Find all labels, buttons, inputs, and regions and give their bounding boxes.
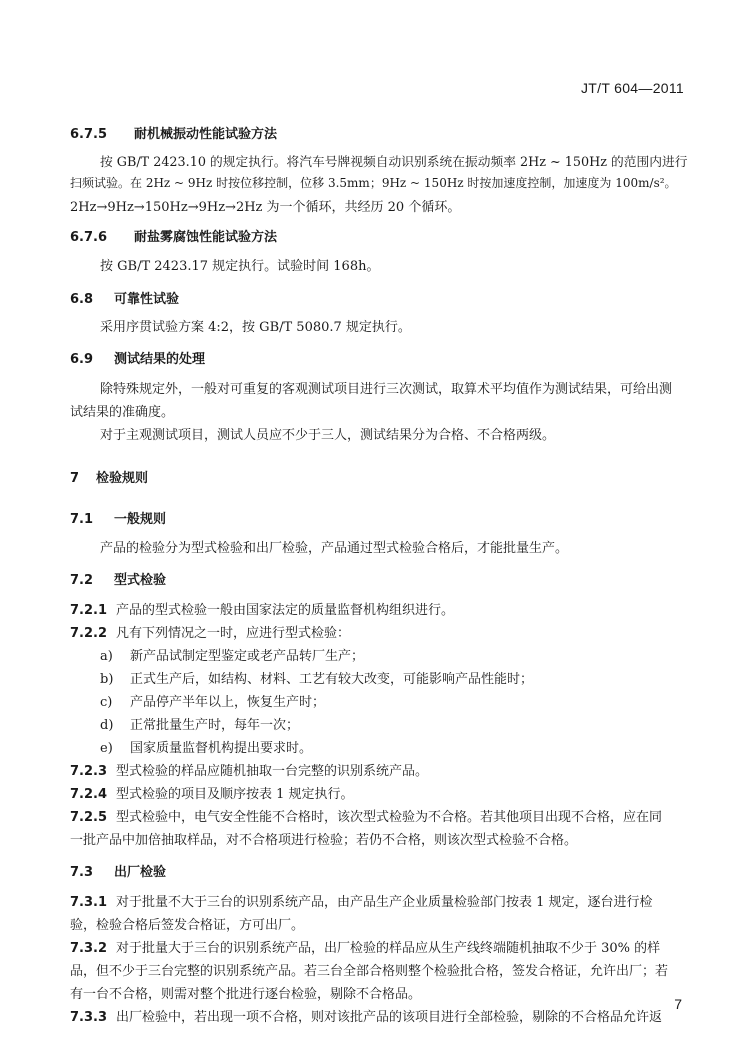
list-item-label: b) (100, 672, 114, 687)
section-title: 一般规则 (114, 512, 167, 527)
paragraph-line: 有一台不合格，则需对整个批进行逐台检验，剔除不合格品。 (70, 987, 422, 1002)
clause-number: 7.3.3 (70, 1010, 108, 1025)
clause-7-2-3 (70, 760, 428, 779)
list-item-text: 国家质量监督机构提出要求时。 (130, 741, 313, 756)
clause-text: 产品的型式检验一般由国家法定的质量监督机构组织进行。 (116, 603, 455, 618)
clause-number: 7.3.2 (70, 941, 108, 956)
section-number: 6.7.5 (70, 127, 108, 142)
clause-text: 型式检验的项目及顺序按表 1 规定执行。 (116, 787, 354, 802)
section-title: 测试结果的处理 (114, 352, 206, 367)
section-title: 检验规则 (96, 471, 149, 486)
paragraph-line: 2Hz→9Hz→150Hz→9Hz→2Hz 为一个循环，共经历 20 个循环。 (70, 200, 461, 215)
paragraph-line: 验，检验合格后签发合格证，方可出厂。 (70, 918, 305, 933)
paragraph-line: 除特殊规定外，一般对可重复的客观测试项目进行三次测试，取算术平均值作为测试结果，可给出测 (100, 382, 673, 397)
clause-7-2-5 (70, 806, 662, 825)
page-number: 7 (674, 996, 682, 1012)
clause-text: 型式检验的样品应随机抽取一台完整的识别系统产品。 (116, 764, 429, 779)
section-heading-7-3 (70, 861, 166, 880)
list-item (100, 691, 325, 710)
list-item-label: a) (100, 649, 113, 664)
paragraph-line: 对于主观测试项目，测试人员应不少于三人，测试结果分为合格、不合格两级。 (100, 428, 556, 443)
list-item-label: d) (100, 718, 114, 733)
section-title: 可靠性试验 (114, 292, 180, 307)
paragraph-line: 采用序贯试验方案 4:2，按 GB/T 5080.7 规定执行。 (100, 320, 411, 335)
section-title: 出厂检验 (114, 865, 167, 880)
section-number: 7.2 (70, 573, 94, 588)
section-heading-6-9 (70, 348, 205, 367)
list-item-text: 新产品试制定型鉴定或老产品转厂生产； (130, 649, 365, 664)
clause-7-3-3 (70, 1006, 662, 1025)
paragraph-line: 品，但不少于三台完整的识别系统产品。若三台全部合格则整个检验批合格，签发合格证，允许出厂；若 (70, 964, 669, 979)
clause-7-3-1 (70, 891, 653, 910)
paragraph-line: 扫频试验。在 2Hz ~ 9Hz 时按位移控制，位移 3.5mm；9Hz ~ 150Hz 时按加速度控制，加速度为 100m/s²。 (70, 176, 677, 190)
paragraph-line: 按 GB/T 2423.17 规定执行。试验时间 168h。 (100, 259, 380, 274)
clause-7-2-4 (70, 783, 354, 802)
clause-number: 7.2.4 (70, 787, 108, 802)
standard-code: JT/T 604—2011 (581, 80, 684, 96)
clause-7-3-2 (70, 937, 660, 956)
clause-number: 7.2.2 (70, 626, 108, 641)
section-number: 7.1 (70, 512, 94, 527)
section-heading-7-1 (70, 508, 166, 527)
section-heading-7-2 (70, 569, 166, 588)
list-item (100, 714, 299, 733)
section-number: 7.3 (70, 865, 94, 880)
section-heading-6-7-6 (70, 226, 277, 245)
clause-7-2-2 (70, 622, 350, 641)
section-title: 型式检验 (114, 573, 167, 588)
list-item-label: c) (100, 695, 113, 710)
clause-text: 凡有下列情况之一时，应进行型式检验： (116, 626, 351, 641)
section-heading-6-7-5 (70, 123, 277, 142)
clause-text: 对于批量不大于三台的识别系统产品，由产品生产企业质量检验部门按表 1 规定，逐台进行检 (116, 895, 653, 910)
section-title: 耐盐雾腐蚀性能试验方法 (134, 230, 278, 245)
section-number: 6.9 (70, 352, 94, 367)
list-item-text: 产品停产半年以上，恢复生产时； (130, 695, 326, 710)
clause-text: 型式检验中，电气安全性能不合格时，该次型式检验为不合格。若其他项目出现不合格，应在同 (116, 810, 663, 825)
paragraph-line: 按 GB/T 2423.10 的规定执行。将汽车号牌视频自动识别系统在振动频率 2Hz ~ 150Hz 的范围内进行 (100, 155, 688, 170)
paragraph-line: 产品的检验分为型式检验和出厂检验，产品通过型式检验合格后，才能批量生产。 (100, 541, 569, 556)
clause-number: 7.2.1 (70, 603, 108, 618)
section-heading-6-8 (70, 288, 179, 307)
clause-7-2-1 (70, 599, 454, 618)
clause-number: 7.2.3 (70, 764, 108, 779)
list-item (100, 668, 533, 687)
list-item-label: e) (100, 741, 113, 756)
clause-number: 7.3.1 (70, 895, 108, 910)
section-number: 6.7.6 (70, 230, 108, 245)
list-item-text: 正式生产后，如结构、材料、工艺有较大改变，可能影响产品性能时； (130, 672, 534, 687)
clause-number: 7.2.5 (70, 810, 108, 825)
list-item-text: 正常批量生产时，每年一次； (130, 718, 300, 733)
paragraph-line: 一批产品中加倍抽取样品，对不合格项进行检验；若仍不合格，则该次型式检验不合格。 (70, 833, 578, 848)
clause-text: 出厂检验中，若出现一项不合格，则对该批产品的该项目进行全部检验，剔除的不合格品允许返 (116, 1010, 663, 1025)
section-title: 耐机械振动性能试验方法 (134, 127, 278, 142)
list-item (100, 645, 364, 664)
paragraph-line: 试结果的准确度。 (70, 405, 175, 420)
section-number: 7 (70, 471, 80, 486)
list-item (100, 737, 312, 756)
clause-text: 对于批量大于三台的识别系统产品，出厂检验的样品应从生产线终端随机抽取不少于 30% 的样 (116, 941, 661, 956)
section-number: 6.8 (70, 292, 94, 307)
chapter-heading-7 (70, 467, 148, 486)
